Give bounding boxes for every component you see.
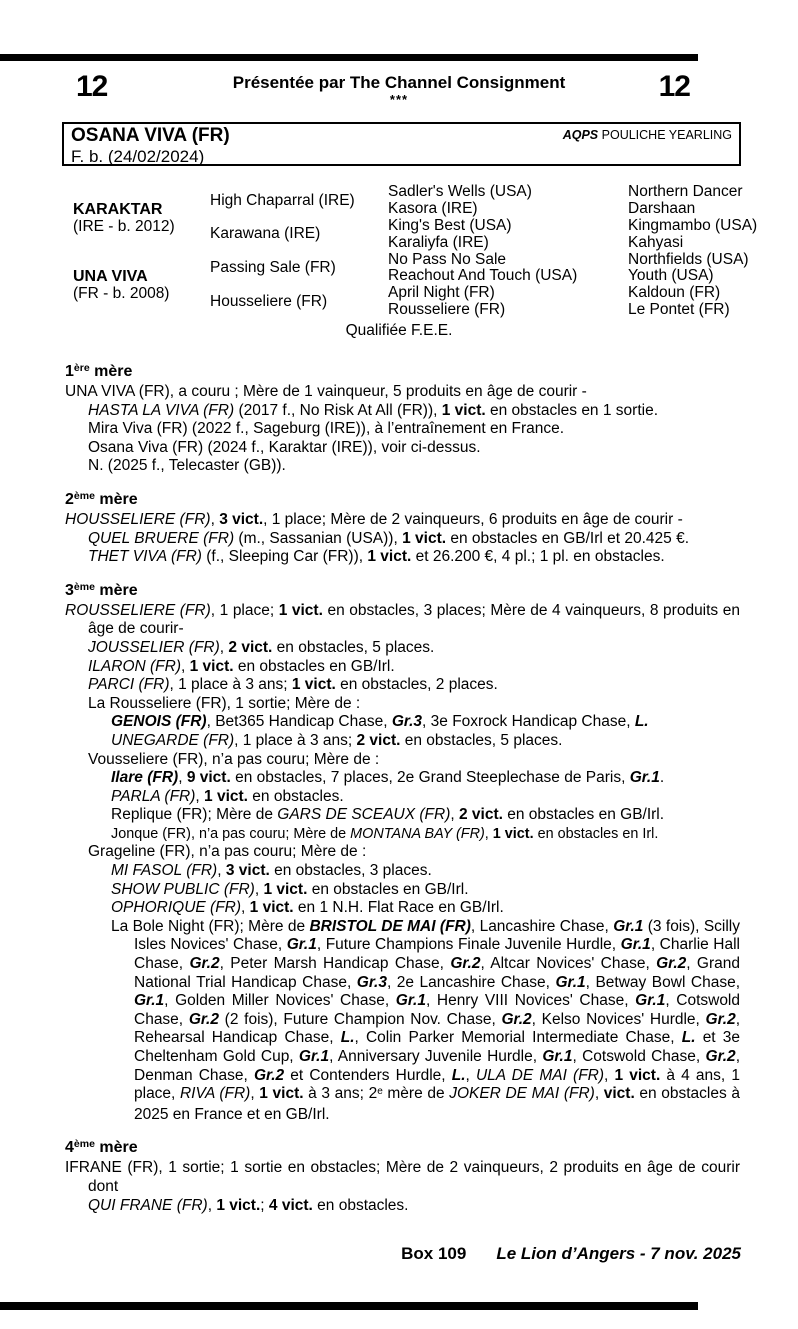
- text-run: 1 vict.: [441, 401, 486, 419]
- text-run: ,: [219, 638, 229, 656]
- text-run: et 26.200 €, 4 pl.; 1 pl. en obstacles.: [411, 548, 665, 566]
- text-run: RIVA (FR): [179, 1085, 251, 1103]
- pedigree-name: Kaldoun (FR): [628, 284, 721, 302]
- text-run: HOUSSELIERE (FR): [65, 510, 211, 528]
- text-run: ROUSSELIERE (FR): [65, 601, 211, 619]
- text-run: GARS DE SCEAUX (FR): [277, 806, 451, 824]
- text-run: Gr.3: [391, 713, 423, 731]
- text-run: Gr.2: [189, 955, 220, 973]
- text-run: Gr.2: [188, 1010, 219, 1028]
- text-run: THET VIVA (FR): [88, 548, 202, 566]
- pedigree-name: Sadler's Wells (USA): [388, 183, 532, 201]
- text-run: SHOW PUBLIC (FR): [111, 880, 255, 898]
- text-run: , Golden Miller Novices' Chase,: [164, 992, 396, 1010]
- text-run: 9 vict.: [186, 769, 231, 787]
- text-run: ;: [260, 1196, 269, 1214]
- pedigree-cell: [388, 302, 628, 319]
- text-run: , 3e Foxrock Handicap Chase,: [422, 713, 635, 731]
- text-run: 1 vict.: [259, 1085, 304, 1103]
- text-run: à 4 ans, 1 place,: [134, 1066, 740, 1103]
- text-run: Gr.2: [705, 1048, 736, 1065]
- text-run: JOKER DE MAI (FR): [449, 1085, 595, 1103]
- text-run: ,: [465, 1066, 476, 1084]
- text-run: Gr.2: [501, 1010, 532, 1028]
- text-run: ,: [210, 510, 220, 528]
- pedigree-cell: [73, 251, 210, 318]
- pedigree-paragraph: [65, 806, 740, 825]
- category-breed: AQPS: [562, 128, 599, 142]
- text-run: L.: [340, 1029, 355, 1047]
- text-run: (m., Sassanian (USA)),: [234, 529, 403, 547]
- text-run: , Lancashire Chase,: [470, 917, 614, 935]
- text-run: Grageline (FR), n’a pas couru; Mère de :: [88, 843, 367, 861]
- text-run: , Future Champions Finale Juvenile Hurdle,: [316, 936, 621, 954]
- text-run: en obstacles.: [312, 1196, 409, 1214]
- text-run: 1 vict.: [189, 657, 234, 675]
- pedigree-cell: [628, 201, 758, 218]
- pedigree-name: King's Best (USA): [388, 217, 512, 234]
- text-run: ,: [484, 825, 493, 842]
- text-run: ,: [604, 1066, 615, 1084]
- text-run: , Cotswold Chase,: [134, 992, 741, 1028]
- pedigree-paragraph: [65, 511, 740, 530]
- text-run: , Kelso Novices' Hurdle,: [531, 1010, 706, 1028]
- pedigree-paragraph: [65, 751, 740, 770]
- horse-birth: F. b. (24/02/2024): [71, 147, 205, 166]
- section-heading: 2ème mère: [65, 489, 138, 508]
- text-run: Mira Viva (FR) (2022 f., Sageburg (IRE)), à l’entraînement en France.: [88, 420, 565, 438]
- consignor-title: Présentée par The Channel Consignment: [232, 73, 566, 92]
- pedigree-name: April Night (FR): [388, 284, 495, 302]
- text-run: ,: [195, 787, 205, 805]
- pedigree-name: Le Pontet (FR): [628, 300, 730, 318]
- text-run: en obstacles, 5 places.: [400, 731, 563, 749]
- text-run: vict.: [603, 1085, 635, 1103]
- pedigree-paragraph: [65, 881, 740, 900]
- pedigree-name: (FR - b. 2008): [73, 284, 170, 302]
- text-run: Gr.2: [450, 955, 481, 973]
- text-run: , Anniversary Juvenile Hurdle,: [329, 1048, 543, 1065]
- text-run: en obstacles en 1 sortie.: [485, 401, 658, 419]
- text-run: HASTA LA VIVA (FR): [88, 401, 235, 419]
- text-run: La Rousseliere (FR), 1 sortie; Mère de :: [88, 694, 361, 712]
- text-run: Gr.1: [613, 917, 644, 935]
- pedigree-paragraph: [65, 843, 740, 862]
- text-run: Vousseliere (FR), n’a pas couru; Mère de :: [88, 750, 380, 768]
- horse-title-box: [62, 122, 741, 166]
- text-run: en obstacles en GB/Irl et 20.425 €.: [446, 529, 690, 547]
- text-run: ,: [254, 880, 264, 898]
- category-type: POULICHE YEARLING: [598, 128, 732, 142]
- pedigree-cell: [210, 251, 388, 285]
- pedigree-paragraph: [65, 548, 740, 567]
- text-run: en obstacles, 3 places.: [269, 862, 432, 880]
- text-run: , 2e Lancashire Chase,: [386, 973, 556, 991]
- text-run: Jonque (FR), n’a pas couru; Mère de: [111, 825, 351, 842]
- pedigree-cell: [628, 184, 758, 201]
- pedigree-cell: [388, 251, 628, 268]
- pedigree-cell: [388, 184, 628, 201]
- pedigree-paragraph: [65, 788, 740, 807]
- text-run: ILARON (FR): [88, 657, 181, 675]
- text-run: Gr.3: [356, 973, 387, 991]
- section-heading: 4ème mère: [65, 1138, 138, 1157]
- pedigree-paragraph: [65, 457, 740, 476]
- text-run: L.: [681, 1029, 696, 1047]
- pedigree-name: Kahyasi: [628, 233, 684, 251]
- pedigree-paragraph: [65, 918, 740, 1125]
- pedigree-paragraph: [65, 825, 740, 844]
- text-run: ,: [594, 1085, 604, 1103]
- pedigree-name: Housseliere (FR): [210, 292, 328, 310]
- text-run: en obstacles, 3 places; Mère de 4 vainqueurs, 8 produits en âge de courir-: [88, 601, 740, 638]
- text-run: 1 vict.: [204, 787, 248, 805]
- text-run: en obstacles en GB/Irl.: [502, 806, 665, 824]
- pedigree-cell: [388, 285, 628, 302]
- text-run: Gr.1: [298, 1048, 330, 1065]
- lot-number-left: 12: [76, 70, 108, 103]
- pedigree-name: Rousseliere (FR): [388, 300, 506, 318]
- text-run: 1 vict.: [614, 1066, 661, 1084]
- pedigree-paragraph: [65, 383, 740, 402]
- text-run: QUI FRANE (FR): [88, 1196, 208, 1214]
- pedigree-name: Youth (USA): [628, 267, 714, 285]
- text-run: Gr.2: [253, 1066, 285, 1084]
- text-run: Gr.1: [542, 1048, 573, 1065]
- text-run: , Charlie Hall Chase,: [134, 936, 740, 973]
- text-run: L.: [634, 713, 649, 731]
- text-run: et Contenders Hurdle,: [284, 1066, 452, 1084]
- text-run: MI FASOL (FR): [111, 862, 218, 880]
- pedigree-cell: [210, 218, 388, 252]
- pedigree-name: Karaliyfa (IRE): [388, 233, 489, 251]
- text-run: en 1 N.H. Flat Race en GB/Irl.: [293, 899, 504, 917]
- pedigree-paragraph: [65, 1159, 740, 1196]
- pedigree-cell: [388, 201, 628, 218]
- pedigree-name: High Chaparral (IRE): [210, 191, 355, 209]
- text-run: 1 vict.: [367, 548, 412, 566]
- page-footer: [401, 1244, 741, 1264]
- text-run: en obstacles.: [247, 787, 344, 805]
- pedigree-paragraph: [65, 695, 740, 714]
- text-run: Gr.2: [705, 1010, 736, 1028]
- text-run: ,: [207, 1196, 217, 1214]
- text-run: PARCI (FR): [88, 676, 170, 694]
- pedigree-paragraph: [65, 658, 740, 677]
- pedigree-name: Darshaan: [628, 200, 696, 218]
- text-run: L.: [451, 1066, 466, 1084]
- text-run: Gr.1: [555, 973, 586, 991]
- pedigree-name: No Pass No Sale: [388, 250, 507, 268]
- text-run: (2017 f., No Risk At All (FR)),: [234, 401, 442, 419]
- bottom-scan-bar: [0, 1302, 698, 1310]
- text-run: 1 vict.: [291, 676, 336, 694]
- page-header: [0, 70, 798, 126]
- text-run: 1 vict.: [263, 880, 308, 898]
- text-run: OPHORIQUE (FR): [111, 899, 242, 917]
- text-run: , 1 place;: [210, 601, 279, 619]
- text-run: , Betway Bowl Chase,: [585, 973, 740, 991]
- text-run: , Denman Chase,: [134, 1048, 740, 1084]
- text-run: ULA DE MAI (FR): [475, 1066, 605, 1084]
- pedigree-cell: [210, 184, 388, 218]
- text-run: , Cotswold Chase,: [572, 1048, 706, 1065]
- qualification-note: Qualifiée F.E.E.: [345, 322, 453, 339]
- stars-separator: ***: [389, 92, 409, 107]
- sale-location-date: Le Lion d’Angers - 7 nov. 2025: [496, 1244, 741, 1263]
- text-run: UNEGARDE (FR): [111, 731, 235, 749]
- pedigree-name: Karawana (IRE): [210, 225, 321, 243]
- pedigree-paragraph: [65, 862, 740, 881]
- pedigree-paragraph: [65, 639, 740, 658]
- pedigree-paragraph: [65, 769, 740, 788]
- text-run: (3 fois), Scilly Isles Novices' Chase,: [134, 917, 740, 954]
- text-run: 1 vict.: [278, 601, 323, 619]
- text-run: à 3 ans; 2: [303, 1085, 378, 1103]
- text-run: ,: [217, 862, 226, 880]
- text-run: 1 vict.: [216, 1196, 261, 1214]
- text-run: , 1 place; Mère de 2 vainqueurs, 6 produits en âge de courir -: [263, 510, 683, 528]
- text-run: Gr.1: [395, 992, 426, 1010]
- pedigree-name: UNA VIVA: [73, 267, 148, 285]
- text-run: Gr.1: [134, 992, 165, 1010]
- text-run: 2 vict.: [228, 638, 273, 656]
- text-run: en obstacles en Irl.: [533, 825, 659, 842]
- box-number: Box 109: [401, 1244, 467, 1263]
- lot-number-right: 12: [658, 70, 690, 103]
- pedigree-paragraph: [65, 530, 740, 549]
- text-run: MONTANA BAY (FR): [350, 825, 485, 842]
- pedigree-paragraph: [65, 1197, 740, 1216]
- text-run: ,: [450, 806, 459, 824]
- text-run: JOUSSELIER (FR): [88, 638, 220, 656]
- text-run: N. (2025 f., Telecaster (GB)).: [88, 457, 286, 475]
- pedigree-name: Reachout And Touch (USA): [388, 267, 578, 285]
- text-run: 3 vict.: [219, 510, 264, 528]
- pedigree-cell: [628, 285, 758, 302]
- text-run: La Bole Night (FR); Mère de: [111, 917, 310, 935]
- text-run: Replique (FR); Mère de: [111, 806, 278, 824]
- text-run: , Peter Marsh Handicap Chase,: [219, 955, 451, 973]
- horse-name: OSANA VIVA (FR): [71, 125, 230, 146]
- text-run: 1 vict.: [492, 825, 534, 842]
- text-run: 3 vict.: [225, 862, 270, 880]
- pedigree-paragraph: [65, 676, 740, 695]
- text-run: mère de: [382, 1085, 450, 1103]
- pedigree-name: Northern Dancer: [628, 183, 743, 201]
- text-run: en obstacles, 7 places, 2e Grand Steeplechase de Paris,: [230, 769, 630, 787]
- pedigree-cell: [628, 251, 758, 268]
- pedigree-cell: [628, 302, 758, 319]
- pedigree-cell: [388, 218, 628, 235]
- top-scan-bar: [0, 54, 698, 61]
- text-run: , 1 place à 3 ans;: [169, 676, 292, 694]
- text-run: en obstacles, 5 places.: [272, 638, 435, 656]
- text-run: (f., Sleeping Car (FR)),: [201, 548, 368, 566]
- text-run: QUEL BRUERE (FR): [88, 529, 235, 547]
- text-run: , Grand National Trial Handicap Chase,: [134, 955, 740, 991]
- text-run: ,: [241, 899, 250, 917]
- text-run: GENOIS (FR): [111, 713, 207, 731]
- text-run: ,: [181, 657, 190, 675]
- text-run: en obstacles, 2 places.: [335, 676, 498, 694]
- text-run: Gr.1: [635, 992, 666, 1010]
- pedigree-name: Passing Sale (FR): [210, 258, 336, 276]
- text-run: , Rehearsal Handicap Chase,: [134, 1010, 741, 1047]
- pedigree-paragraph: [65, 602, 740, 639]
- text-run: Osana Viva (FR) (2024 f., Karaktar (IRE)), voir ci-dessus.: [88, 438, 481, 456]
- pedigree-name: Kingmambo (USA): [628, 217, 758, 234]
- pedigree-cell: [628, 218, 758, 235]
- text-run: BRISTOL DE MAI (FR): [309, 917, 471, 935]
- pedigree-sections: [65, 348, 740, 1215]
- text-run: , Bet365 Handicap Chase,: [206, 713, 392, 731]
- pedigree-cell: [73, 184, 210, 251]
- text-run: Gr.1: [620, 936, 651, 954]
- text-run: ,: [250, 1085, 260, 1103]
- pedigree-paragraph: [65, 420, 740, 439]
- text-run: , Altcar Novices' Chase,: [480, 955, 657, 973]
- section-heading: 1ère mère: [65, 362, 133, 380]
- pedigree-cell: [388, 234, 628, 251]
- text-run: UNA VIVA (FR), a couru ; Mère de 1 vainqueur, 5 produits en âge de courir -: [65, 383, 587, 400]
- text-run: Gr.1: [286, 936, 317, 954]
- text-run: 2 vict.: [356, 731, 401, 749]
- text-run: e: [377, 1086, 383, 1098]
- pedigree-cell: [628, 268, 758, 285]
- pedigree-paragraph: [65, 402, 740, 421]
- text-run: IFRANE (FR), 1 sortie; 1 sortie en obstacles; Mère de 2 vainqueurs, 2 produits en âge de courir dont: [65, 1159, 740, 1195]
- section-heading: 3ème mère: [65, 580, 138, 599]
- pedigree-paragraph: [65, 732, 740, 751]
- text-run: en obstacles en GB/Irl.: [307, 880, 469, 898]
- horse-category: [563, 128, 732, 142]
- pedigree-cell: [388, 268, 628, 285]
- pedigree-table: [73, 184, 758, 318]
- text-run: 1 vict.: [402, 529, 447, 547]
- pedigree-name: (IRE - b. 2012): [73, 217, 175, 235]
- text-run: 1 vict.: [249, 899, 294, 917]
- pedigree-paragraph: [65, 439, 740, 458]
- text-run: , Henry VIII Novices' Chase,: [425, 992, 636, 1010]
- pedigree-name: KARAKTAR: [73, 200, 163, 218]
- text-run: et 3e Cheltenham Gold Cup,: [134, 1029, 741, 1065]
- text-run: en obstacles à 2025 en France et en GB/Irl.: [134, 1085, 740, 1123]
- pedigree-cell: [628, 234, 758, 251]
- pedigree-cell: [210, 285, 388, 319]
- text-run: ,: [178, 769, 187, 787]
- text-run: 2 vict.: [459, 806, 503, 824]
- pedigree-name: Kasora (IRE): [388, 200, 478, 218]
- text-run: (2 fois), Future Champion Nov. Chase,: [218, 1010, 502, 1028]
- text-run: PARLA (FR): [111, 787, 196, 805]
- text-run: Ilare (FR): [111, 769, 179, 787]
- pedigree-paragraph: [65, 713, 740, 732]
- text-run: 4 vict.: [268, 1196, 313, 1214]
- pedigree-paragraph: [65, 899, 740, 918]
- text-run: , 1 place à 3 ans;: [234, 731, 357, 749]
- text-run: Gr.1: [629, 769, 660, 787]
- pedigree-name: Northfields (USA): [628, 250, 749, 268]
- text-run: en obstacles en GB/Irl.: [233, 657, 395, 675]
- text-run: Gr.2: [656, 955, 687, 973]
- text-run: , Colin Parker Memorial Intermediate Chase,: [354, 1029, 682, 1047]
- text-run: .: [659, 769, 665, 787]
